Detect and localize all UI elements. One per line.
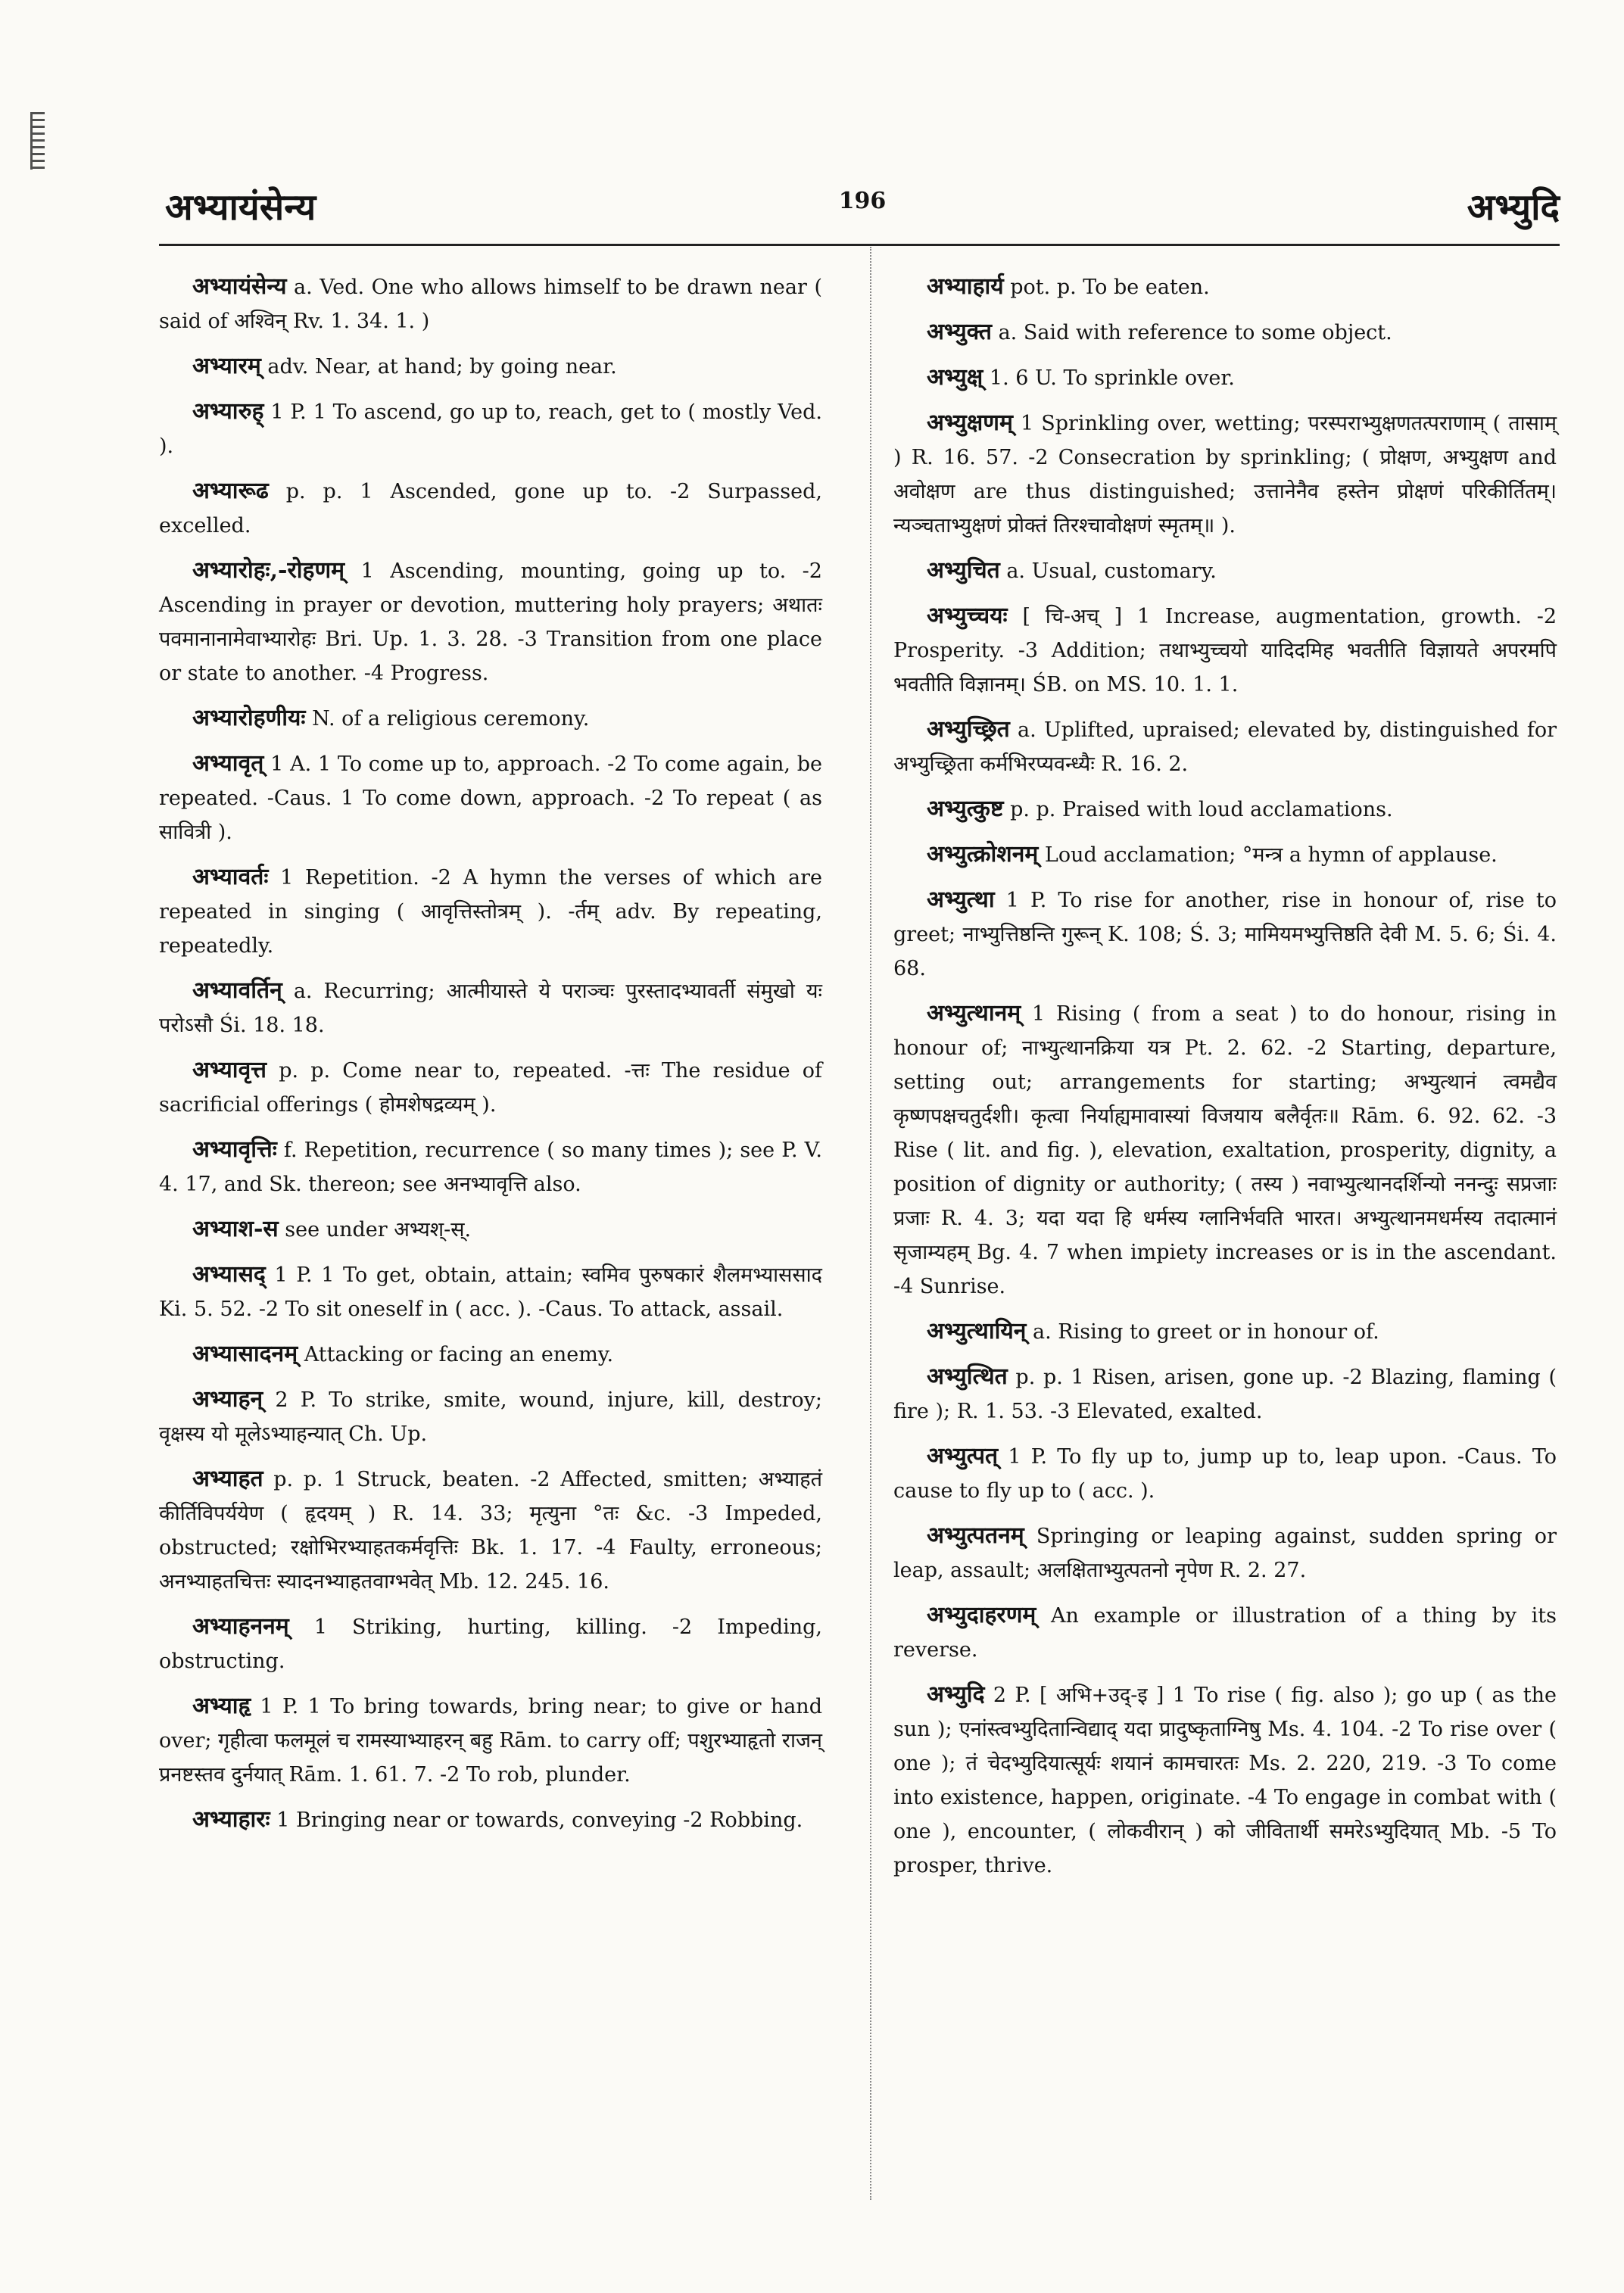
dictionary-entry (893, 599, 1557, 702)
right-column (893, 269, 1557, 1893)
entry-definition: 1 Striking, hurting, killing. -2 Impeding, obstructing. (159, 1615, 822, 1673)
entry-definition: Attacking or facing an enemy. (304, 1343, 614, 1366)
entry-headword: अभ्युत्कुष्ट (927, 796, 1004, 822)
dictionary-entry (893, 553, 1557, 588)
dictionary-entry (159, 746, 822, 849)
dictionary-entry (159, 1382, 822, 1451)
entry-headword: अभ्युत्पत् (927, 1443, 999, 1469)
dictionary-entry (893, 883, 1557, 986)
entry-headword: अभ्यारोहणीयः (192, 705, 306, 731)
entry-headword: अभ्यासद् (192, 1261, 266, 1288)
entry-headword: अभ्यावर्तिन् (192, 977, 282, 1004)
entry-definition: 1 P. To fly up to, jump up to, leap upon. -Caus. To cause to fly up to ( acc. ). (893, 1445, 1557, 1503)
entry-headword: अभ्यारम् (192, 353, 261, 379)
entry-definition: [ चि-अच् ] 1 Increase, augmentation, growth. -2 Prosperity. -3 Addition; तथाभ्युच्चयो यादिदमिह भवतीति विज्ञायते अपरमपि भवतीति विज्ञानम्। ŚB. on MS. 10. 1. 1. (893, 605, 1557, 696)
dictionary-entry (159, 349, 822, 384)
dictionary-entry (893, 1519, 1557, 1587)
entry-definition: 2 P. To strike, smite, wound, injure, kill, destroy; वृक्षस्य यो मूलेऽभ्याहन्यात् Ch. Up. (159, 1388, 822, 1446)
page-header (165, 171, 1560, 239)
entry-definition: 1 P. 1 To ascend, go up to, reach, get to ( mostly Ved. ). (159, 400, 822, 458)
entry-headword: अभ्युदाहरणम् (927, 1602, 1036, 1628)
entry-definition: 2 P. [ अभि+उद्-इ ] 1 To rise ( fig. also ); go up ( as the sun ); एनांस्त्वभ्युदितान्विद्याद् यदा प्रादुष्कृताग्निषु Ms. 4. 104. -2 To rise over ( one ); तं चेदभ्युदियात्सूर्यः शयानं कामचारतः Ms. 2. 220, 219. -3 To come into existence, happen, originate. -4 To engage in combat with ( one ), encounter, ( लोकवीरान् ) को जीवितार्थी समरेऽभ्युदियात् Mb. -5 To prosper, thrive. (893, 1684, 1557, 1877)
dictionary-entry (159, 1802, 822, 1837)
column-divider (870, 247, 871, 2200)
entry-headword: अभ्यारोहः,-रोहणम् (192, 557, 345, 584)
entry-definition: 1 P. 1 To get, obtain, attain; स्वमिव पुरुषकारं शैलमभ्याससाद Ki. 5. 52. -2 To sit oneself in ( acc. ). -Caus. To attack, assail. (159, 1263, 822, 1321)
entry-definition: adv. Near, at hand; by going near. (267, 355, 617, 379)
entry-headword: अभ्यावृत्तिः (192, 1136, 277, 1163)
entry-headword: अभ्युत्था (927, 886, 995, 913)
entry-headword: अभ्यावर्तः (192, 864, 269, 890)
entry-definition: 1. 6 U. To sprinkle over. (989, 366, 1235, 390)
dictionary-entry (893, 315, 1557, 350)
dictionary-entry (159, 553, 822, 690)
dictionary-entry (893, 1360, 1557, 1428)
entry-headword: अभ्याहृ (192, 1693, 251, 1719)
entry-definition: Loud acclamation; °मन्त्र a hymn of applause. (1044, 843, 1498, 867)
entry-definition: a. Said with reference to some object. (998, 321, 1392, 344)
entry-definition: pot. p. To be eaten. (1010, 276, 1210, 299)
left-column (159, 269, 822, 1848)
page-edge-mark (30, 112, 45, 170)
entry-definition: a. Ved. One who allows himself to be drawn near ( said of अश्विन् Rv. 1. 34. 1. ) (159, 276, 822, 333)
entry-headword: अभ्यारूढ (192, 478, 269, 504)
entry-headword: अभ्युदि (927, 1681, 985, 1708)
entry-definition: p. p. 1 Risen, arisen, gone up. -2 Blazing, flaming ( fire ); R. 1. 53. -3 Elevated, exalted. (893, 1366, 1557, 1423)
entry-definition: Springing or leaping against, sudden spring or leap, assault; अलक्षिताभ्युत्पतनो नृपेण R. 2. 27. (893, 1525, 1557, 1582)
entry-definition: 1 P. To rise for another, rise in honour of, rise to greet; नाभ्युत्तिष्ठन्ति गुरून् K. 108; Ś. 3; मामियमभ्युत्तिष्ठति देवी M. 5. 6; Śi. 4. 68. (893, 889, 1557, 980)
dictionary-entry (159, 1689, 822, 1792)
entry-definition: a. Uplifted, upraised; elevated by, distinguished for अभ्युच्छ्रिता कर्मभिरप्यवन्ध्यैः R. 16. 2. (893, 718, 1557, 776)
entry-headword: अभ्याहारः (192, 1806, 270, 1833)
entry-headword: अभ्युत्थानम् (927, 1000, 1021, 1027)
entry-headword: अभ्युत्क्रोशनम् (927, 841, 1039, 868)
dictionary-entry (159, 1462, 822, 1599)
entry-definition: 1 Bringing near or towards, conveying -2 Robbing. (276, 1809, 803, 1832)
dictionary-entry (893, 406, 1557, 543)
entry-headword: अभ्यावृत्त (192, 1057, 267, 1083)
entry-definition: 1 Repetition. -2 A hymn the verses of which are repeated in singing ( आवृत्तिस्तोत्रम् ). -र्तम् adv. By repeating, repeatedly. (159, 866, 822, 958)
dictionary-entry (893, 1598, 1557, 1667)
dictionary-entry (893, 837, 1557, 872)
dictionary-entry (159, 474, 822, 543)
entry-definition: 1 Sprinkling over, wetting; परस्पराभ्युक्षणतत्पराणाम् ( तासाम् ) R. 16. 57. -2 Consecration by sprinkling; ( प्रोक्षण, अभ्युक्षण and अवोक्षण are thus distinguished; उत्तानेनैव हस्तेन प्रोक्षणं परिकीर्तितम्। न्यञ्चताभ्युक्षणं प्रोक्तं तिरश्चावोक्षणं स्मृतम्॥ ). (893, 412, 1557, 537)
entry-headword: अभ्यायंसेन्य (192, 273, 287, 300)
entry-definition: a. Recurring; आत्मीयास्ते ये पराञ्चः पुरस्तादभ्यावर्ती संमुखो यः परोऽसौ Śi. 18. 18. (159, 980, 822, 1037)
entry-headword: अभ्युत्थित (927, 1363, 1008, 1390)
dictionary-entry (893, 1678, 1557, 1883)
entry-headword: अभ्याहार्य (927, 273, 1004, 300)
entry-headword: अभ्याहत (192, 1466, 263, 1492)
dictionary-entry (893, 269, 1557, 304)
dictionary-entry (893, 360, 1557, 395)
entry-headword: अभ्युच्चयः (927, 603, 1008, 629)
entry-definition: a. Usual, customary. (1006, 559, 1217, 583)
entry-definition: p. p. 1 Ascended, gone up to. -2 Surpassed, excelled. (159, 480, 822, 537)
entry-headword: अभ्याहन् (192, 1386, 263, 1413)
entry-definition: 1 P. 1 To bring towards, bring near; to give or hand over; गृहीत्वा फलमूलं च रामस्याभ्याहरन् बहु Rām. to carry off; पशुरभ्याहृतो राजन् प्रनष्टस्तव दुर्नयात् Rām. 1. 61. 7. -2 To rob, plunder. (159, 1695, 822, 1787)
header-rule (159, 244, 1560, 246)
left-guide-word: अभ्यायंसेन्य (165, 186, 316, 229)
entry-definition: An example or illustration of a thing by its reverse. (893, 1604, 1557, 1662)
entry-headword: अभ्युक्ष् (927, 364, 983, 391)
dictionary-entry (893, 1439, 1557, 1508)
page-number: 196 (838, 188, 887, 214)
entry-headword: अभ्याश-स (192, 1216, 279, 1242)
dictionary-entry (159, 974, 822, 1042)
entry-headword: अभ्युच्छ्रित (927, 716, 1010, 743)
entry-definition: N. of a religious ceremony. (312, 707, 590, 731)
entry-definition: 1 A. 1 To come up to, approach. -2 To come again, be repeated. -Caus. 1 To come down, approach. -2 To repeat ( as सावित्री ). (159, 752, 822, 844)
dictionary-entry (159, 1132, 822, 1201)
entry-headword: अभ्यासादनम् (192, 1341, 298, 1367)
dictionary-entry (159, 1337, 822, 1372)
dictionary-entry (159, 269, 822, 338)
entry-headword: अभ्युत्पतनम् (927, 1522, 1024, 1549)
right-guide-word: अभ्युदि (1467, 186, 1560, 229)
entry-definition: p. p. 1 Struck, beaten. -2 Affected, smitten; अभ्याहतं कीर्तिविपर्ययेण ( हृदयम् ) R. 14. 33; मृत्युना °तः &c. -3 Impeded, obstructed; रक्षोभिरभ्याहतकर्मवृत्तिः Bk. 1. 17. -4 Faulty, erroneous; अनभ्याहतचित्तः स्यादनभ्याहतवाग्भवेत् Mb. 12. 245. 16. (159, 1468, 822, 1594)
entry-definition: p. p. Praised with loud acclamations. (1010, 798, 1393, 821)
entry-definition: see under अभ्यश्-स्. (285, 1218, 472, 1242)
dictionary-entry (893, 712, 1557, 781)
entry-headword: अभ्युचित (927, 557, 1000, 584)
dictionary-entry (159, 394, 822, 463)
entry-definition: a. Rising to greet or in honour of. (1033, 1320, 1379, 1344)
entry-headword: अभ्युत्थायिन् (927, 1318, 1027, 1344)
dictionary-entry (893, 996, 1557, 1304)
entry-headword: अभ्युक्त (927, 319, 992, 345)
entry-definition: 1 Ascending, mounting, going up to. -2 Ascending in prayer or devotion, muttering holy prayers; अथातः पवमानानामेवाभ्यारोहः Bri. Up. 1. 3. 28. -3 Transition from one place or state to another. -4 Progress. (159, 559, 822, 685)
dictionary-entry (159, 860, 822, 963)
entry-headword: अभ्यावृत् (192, 750, 264, 777)
dictionary-entry (893, 1314, 1557, 1349)
dictionary-entry (159, 1053, 822, 1122)
entry-headword: अभ्युक्षणम् (927, 410, 1013, 436)
dictionary-entry (159, 701, 822, 736)
entry-definition: p. p. Come near to, repeated. -त्तः The residue of sacrificial offerings ( होमशेषद्रव्यम् ). (159, 1059, 822, 1117)
dictionary-entry (159, 1609, 822, 1678)
dictionary-entry (893, 792, 1557, 827)
dictionary-entry (159, 1212, 822, 1247)
entry-headword: अभ्याहननम् (192, 1613, 289, 1640)
entry-definition: f. Repetition, recurrence ( so many times ); see P. V. 4. 17, and Sk. thereon; see अनभ्यावृत्ति also. (159, 1139, 822, 1196)
entry-definition: 1 Rising ( from a seat ) to do honour, rising in honour of; नाभ्युत्थानक्रिया यत्र Pt. 2. 62. -2 Starting, departure, setting out; arrangements for starting; अभ्युत्थानं त्वमद्यैव कृष्णपक्षचतुर्दशी। कृत्वा निर्याह्यमावास्यां विजयाय बलैर्वृतः॥ Rām. 6. 92. 62. -3 Rise ( lit. and fig. ), elevation, exaltation, prosperity, dignity, a position of dignity or authority; ( तस्य ) नवाभ्युत्थानदर्शिन्यो ननन्दुः सप्रजाः प्रजाः R. 4. 3; यदा यदा हि धर्मस्य ग्लानिर्भवति भारत। अभ्युत्थानमधर्मस्य तदात्मानं सृजाम्यहम् Bg. 4. 7 when impiety increases or is in the ascendant. -4 Sunrise. (893, 1002, 1557, 1298)
entry-headword: अभ्यारुह् (192, 398, 264, 425)
dictionary-entry (159, 1257, 822, 1326)
